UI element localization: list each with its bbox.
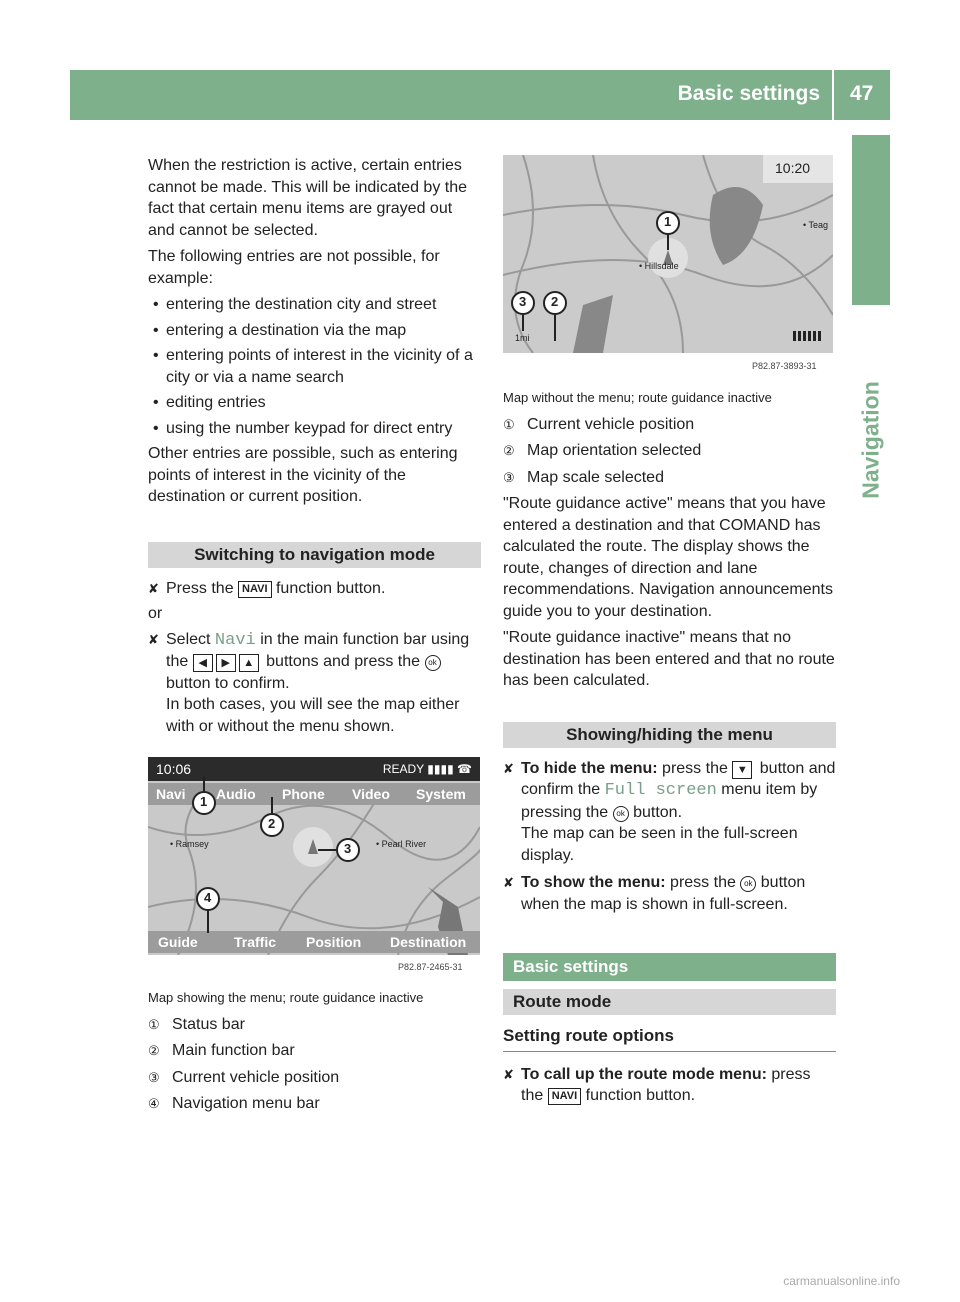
step-arrow-icon: ✘ xyxy=(148,580,159,596)
intro-paragraph-2: The following entries are not possible, for example: xyxy=(148,248,440,287)
figure-caption: Map without the menu; route guidance inactive xyxy=(503,390,772,405)
step-arrow-icon: ✘ xyxy=(503,875,514,890)
step-note: In both cases, you will see the map either with or without the menu shown. xyxy=(166,696,460,735)
step-arrow-icon: ✘ xyxy=(503,760,514,776)
section-heading: Switching to navigation mode xyxy=(148,542,481,568)
instruction-step: ✘ To show the menu: press the ok button when the map is shown in full-screen. xyxy=(503,874,806,913)
list-item: • entering a destination via the map xyxy=(148,320,481,342)
right-arrow-key-icon: ▶ xyxy=(216,654,236,672)
list-item: • using the number keypad for direct entry xyxy=(148,418,481,440)
watermark: carmanualsonline.info xyxy=(783,1274,900,1288)
callout-number: 2 xyxy=(551,294,559,309)
menu-item-traffic: Traffic xyxy=(234,934,277,950)
list-item: • entering points of interest in the vicinity of a city or via a name search xyxy=(148,345,481,388)
down-arrow-key-icon: ▼ xyxy=(732,761,752,779)
legend-item: ④ Navigation menu bar xyxy=(148,1095,320,1112)
instruction-step: ✘ To hide the menu: press the ▼ button and confirm the Full screen menu item by pressing the ok button. The map can be seen in the full-screen display. xyxy=(503,758,836,867)
header-divider xyxy=(832,70,834,120)
map-without-menu-screenshot xyxy=(503,155,833,353)
legend-item: ② Map orientation selected xyxy=(503,442,702,459)
menu-item-phone: Phone xyxy=(282,786,325,802)
legend-item: ③ Map scale selected xyxy=(503,468,664,486)
legend-item: ① Status bar xyxy=(148,1015,245,1033)
status-readout: READY ▮▮▮▮ ☎ xyxy=(382,762,472,776)
menu-item-full-screen: Full screen xyxy=(604,781,717,800)
step-note: The map can be seen in the full-screen display. xyxy=(521,825,798,864)
ok-button-icon: ok xyxy=(613,806,629,822)
other-entries-paragraph: Other entries are possible, such as entering points of interest in the vicinity of the destination or current position. xyxy=(148,445,458,505)
or-text: or xyxy=(148,605,163,622)
step-arrow-icon: ✘ xyxy=(503,1066,514,1082)
map-scale-indicator: 1mi xyxy=(515,333,530,343)
intro-paragraph: When the restriction is active, certain entries cannot be made. This will be indicated by the fact that certain menu items are grayed out and cannot be selected. xyxy=(148,157,468,239)
legend-item: ③ Current vehicle position xyxy=(148,1068,340,1086)
clock: 10:06 xyxy=(156,761,192,777)
left-arrow-key-icon: ◀ xyxy=(193,654,213,672)
callout-number: 1 xyxy=(664,214,672,229)
navi-key-icon: NAVI xyxy=(238,581,271,598)
menu-item-audio: Audio xyxy=(216,786,256,802)
chapter-heading: Basic settings xyxy=(503,953,836,981)
callout-overlay xyxy=(148,757,480,955)
right-column xyxy=(503,387,836,1111)
ok-button-icon: ok xyxy=(740,876,756,892)
map-with-menu-screenshot xyxy=(148,757,480,955)
menu-item-destination: Destination xyxy=(390,934,467,950)
legend-item: ① Current vehicle position xyxy=(503,415,695,433)
navi-key-icon: NAVI xyxy=(548,1088,581,1105)
left-column xyxy=(148,155,481,741)
left-legend xyxy=(148,987,481,1120)
side-tab-marker xyxy=(852,135,890,305)
figure-caption: Map showing the menu; route guidance inactive xyxy=(148,990,424,1005)
menu-item-video: Video xyxy=(352,786,390,802)
menu-item-position: Position xyxy=(306,934,362,950)
route-inactive-paragraph: "Route guidance inactive" means that no destination has been entered and that no route has been calculated. xyxy=(503,629,835,689)
callout-number: 3 xyxy=(519,294,527,309)
clock: 10:20 xyxy=(775,160,811,176)
instruction-step: ✘ To call up the route mode menu: press the NAVI function button. xyxy=(503,1065,811,1104)
legend-item: ② Main function bar xyxy=(148,1042,295,1059)
ok-button-icon: ok xyxy=(425,655,441,671)
map-place-label: • Teag xyxy=(803,220,829,230)
side-tab-label: Navigation xyxy=(857,381,884,499)
header-title: Basic settings xyxy=(677,82,820,105)
map-place-label: • Pearl River xyxy=(376,839,427,849)
map-place-label: • Hillsdale xyxy=(639,261,679,271)
figure-code: P82.87-3893-31 xyxy=(752,361,817,371)
section-heading: Route mode xyxy=(503,989,836,1015)
callout-number: 4 xyxy=(204,890,212,905)
subsection-heading: Setting route options xyxy=(503,1025,836,1052)
list-item: • entering the destination city and street xyxy=(148,294,481,316)
callout-overlay xyxy=(503,155,833,353)
route-active-paragraph: "Route guidance active" means that you have entered a destination and that COMAND has calculated the route. The display shows the route, changes of direction and lane recommendations. Navigation announcements guide you to your destination. xyxy=(503,495,833,620)
page-number: 47 xyxy=(850,82,874,105)
section-heading: Showing/hiding the menu xyxy=(503,722,836,748)
callout-number: 1 xyxy=(200,794,208,809)
callout-number: 2 xyxy=(268,816,276,831)
page-header xyxy=(70,70,890,120)
callout-number: 3 xyxy=(344,841,352,856)
menu-item-navi: Navi xyxy=(156,786,186,802)
menu-item-navi: Navi xyxy=(214,630,256,650)
up-arrow-key-icon: ▲ xyxy=(239,654,259,672)
figure-code: P82.87-2465-31 xyxy=(398,962,463,972)
list-item: • editing entries xyxy=(148,392,481,414)
map-place-label: • Ramsey xyxy=(170,839,209,849)
step-arrow-icon: ✘ xyxy=(148,631,159,647)
menu-item-system: System xyxy=(416,786,466,802)
instruction-step: ✘ Press the NAVI function button. xyxy=(148,578,481,600)
instruction-step: ✘ Select Navi in the main function bar using the ◀ ▶ ▲ buttons and press the ok button to confirm. In both cases, you will see the map either with or without the menu shown. xyxy=(148,629,481,738)
menu-item-guide: Guide xyxy=(158,934,198,950)
